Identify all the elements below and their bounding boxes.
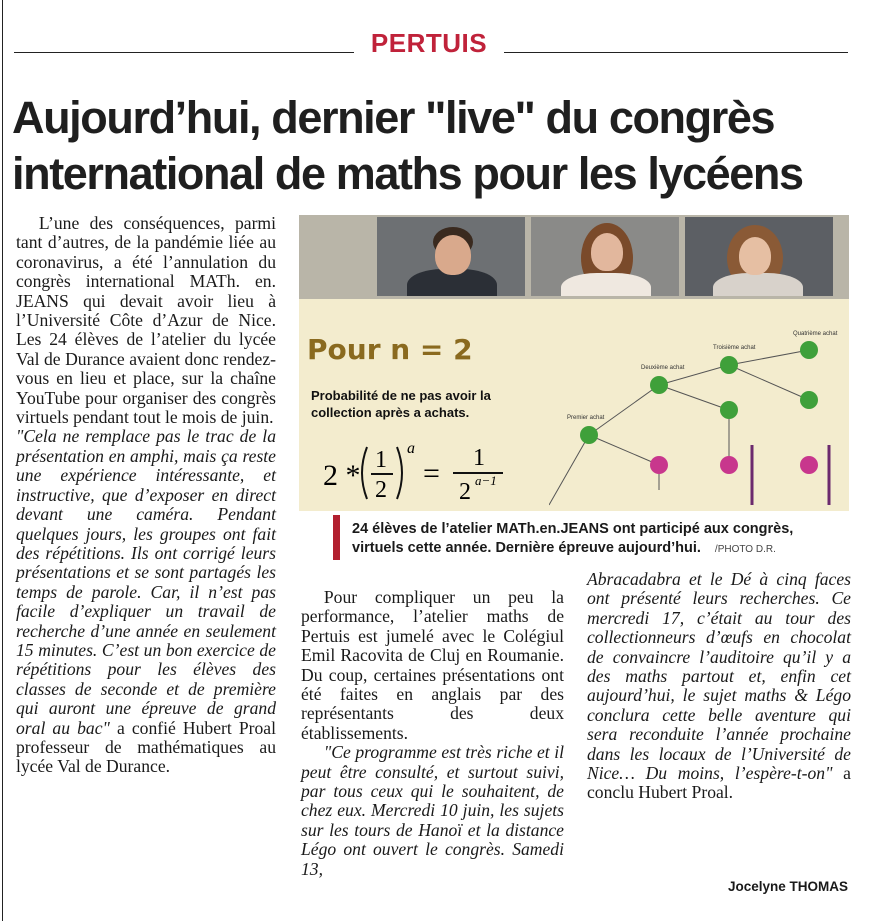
quote-text: Abracadabra et le Dé à cinq faces ont présenté leurs recherches. Ce mercredi 17, c’était au tour des collectionneurs d’œufs en chocolat de convaincre l’auditoire qu’il y a des maths partout et, enfin cet aujourd’hui, le sujet maths & Légo conclura cette belle aventure qui sera reconduite l’année prochaine dans les locaux de l’Université de Nice… Du moins, l’espère-t-on" [587, 569, 851, 784]
photo-caption [352, 520, 842, 559]
section-rubric: PERTUIS [370, 28, 488, 58]
quote-attribution: a conclu Hubert Proal. [587, 763, 851, 803]
rubric-rule-right [504, 52, 848, 53]
tree-label: Deuxième achat [641, 365, 685, 371]
tree-node-green [800, 341, 818, 359]
paragraph-program-quote: "Ce programme est très riche et il peut être consulté, et surtout suivi, par tous ceux qui le souhaitent, de chez eux. Mercredi 10 juin, les sujets sur les tours de Hanoï et la distance Légo ont ouvert le congrès. Samedi 13, [301, 742, 564, 879]
quote-text: "Cela ne remplace pas le trac de la présentation en amphi, mais ça reste une expérience intéressante, et instructive, que d’exposer en direct devant une caméra. Pendant quelques jours, les groupes ont fait des répétitions. Ils ont corrigé leurs présentations et se sont partagés les temps de parole. Car, il n’est pas facile d’expliquer un travail de recherche d’une année en seulement 15 minutes. C’est un bon exercice de répétitions pour les élèves des classes de seconde et de première qui auront une épreuve de grand oral au bac" [16, 426, 276, 738]
quote-attribution: a confié Hubert Proal professeur de mathématiques au lycée Val de Durance. [16, 717, 276, 777]
formula-lead: 2 * [323, 459, 361, 492]
svg-text:=: = [423, 457, 440, 490]
tree-node-pink [650, 456, 668, 474]
tree-label: Premier achat [567, 415, 605, 421]
caption-text: 24 élèves de l’atelier MATh.en.JEANS ont participé aux congrès, virtuels cette année. Dernière épreuve aujourd’hui. [352, 521, 794, 556]
tree-label: Quatrième achat [793, 331, 838, 337]
photo-credit: /PHOTO D.R. [714, 544, 776, 555]
participant-camera [531, 217, 679, 296]
page-border [2, 0, 3, 921]
formula-exponent: a [407, 440, 415, 457]
tree-node-green [650, 376, 668, 394]
tree-node-pink [800, 456, 818, 474]
slide-text: Probabilité de ne pas avoir la collection après a achats. [311, 388, 491, 420]
tree-node-pink [720, 456, 738, 474]
tree-node-green [720, 356, 738, 374]
tree-node-green [800, 391, 818, 409]
article-headline: Aujourd’hui, dernier "live" du congrès international de maths pour les lycéens [12, 92, 803, 199]
article-column-1 [16, 214, 276, 777]
slide-title: Pour n = 2 [307, 333, 473, 366]
article-column-2 [301, 588, 564, 879]
formula-rhs-numerator: 1 [473, 445, 485, 471]
participant-camera [685, 217, 833, 296]
tree-label: Troisième achat [713, 345, 756, 351]
paragraph-quote-proal [16, 427, 276, 776]
slide-formula [323, 437, 543, 507]
article-byline: Jocelyne THOMAS [727, 879, 848, 894]
video-call-strip [299, 215, 849, 299]
tree-node-green [720, 401, 738, 419]
caption-accent-bar [333, 515, 340, 560]
paragraph-continuation [587, 570, 851, 803]
formula-rhs-exponent: a−1 [475, 473, 497, 488]
participant-camera [377, 217, 525, 296]
rubric-rule-left [14, 52, 354, 53]
article-photo [299, 215, 849, 511]
formula-denominator: 2 [375, 477, 387, 503]
paragraph-intro: L’une des conséquences, parmi tant d’autres, de la pandémie liée au coronavirus, a été l’annulation du congrès international MATh. en. JEANS qui devait avoir lieu à l’Université Côte d’Azur de Nice. Les 24 élèves de l’atelier du lycée Val de Durance avaient donc rendez-vous en lieu et place, sur la chaîne YouTube pour organiser des congrès virtuels pendant tout le mois de juin. [16, 213, 276, 428]
probability-tree-diagram [549, 315, 849, 511]
article-column-3 [587, 570, 851, 803]
tree-node-green [580, 426, 598, 444]
formula-numerator: 1 [375, 447, 387, 473]
formula-rhs-denominator: 2 [459, 479, 471, 505]
paragraph-twinning: Pour compliquer un peu la performance, l’atelier maths de Pertuis est jumelé avec le Colégiul Emil Racovita de Cluj en Roumanie. Du coup, certaines présentations ont été faites en anglais par des représentants des deux établissements. [301, 587, 564, 743]
